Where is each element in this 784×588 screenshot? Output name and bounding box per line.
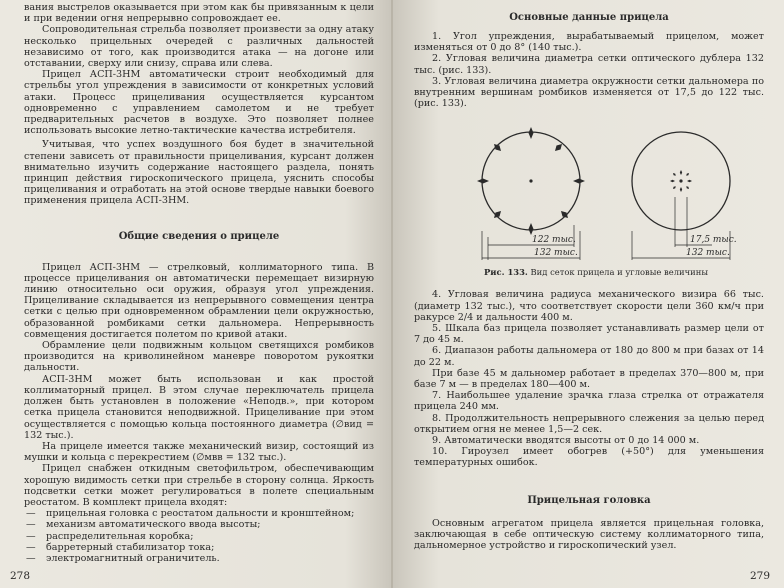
paragraph: Основным агрегатом прицела является прицельная головка, заключающая в себе оптическую систему коллиматорного типа, дальномерное устройство и гироскопический узел. <box>414 517 764 552</box>
book-gutter <box>391 0 393 588</box>
data-item: 3. Угловая величина диаметра окружности сетки дальномера по внутренним вершинам ромбиков изменяется от 17,5 до 122 тыс. (рис. 133). <box>414 75 764 110</box>
caption-number: Рис. 133. <box>484 267 528 278</box>
data-item: 6. Диапазон работы дальномера от 180 до 800 м при базах от 14 до 22 м. <box>414 345 764 368</box>
list-item: — распределительная коробка; <box>24 531 374 542</box>
data-item: 7. Наибольшее удаление зрачка глаза стрелка от отражателя прицела 240 мм. <box>414 390 764 413</box>
data-item: 8. Продолжительность непрерывного слежения за целью перед открытием огня не менее 1,5—2 сек. <box>414 412 764 435</box>
data-item: При базе 45 м дальномер работает в пределах 370—800 м, при базе 7 м — в пределах 180—400 м. <box>414 367 764 391</box>
reticle-figure <box>414 113 764 263</box>
section-title: Основные данные прицела <box>509 12 669 23</box>
paragraph: Прицел снабжен откидным светофильтром, обеспечивающим хорошую видимость сетки при стрельбе в сторону солнца. Яркость подсветки сетки может регулироваться в полете специальным реостатом. В комплект прицела входят: <box>24 463 374 508</box>
caption-text: Вид сеток прицела и угловые величины <box>530 267 708 278</box>
paragraph: АСП-3НМ может быть использован и как простой коллиматорный прицел. В этом случае переключатель прицела должен быть установлен в положение «Неподв.», при котором сетка прицела становится неподвижной. Прицеливание при этом осуществляется с помощью кольца постоянного диаметра (∅вид = 132 тыс.). <box>24 373 374 441</box>
list-item: — прицельная головка с реостатом дальности и кронштейном; <box>24 508 374 519</box>
paragraph: вания выстрелов оказывается при этом как бы привязанным к цели и при ведении огня непрерывно сопровождает ее. <box>24 2 374 25</box>
data-item: 5. Шкала баз прицела позволяет устанавливать размер цели от 7 до 45 м. <box>414 323 764 346</box>
paragraph: Учитывая, что успех воздушного боя будет в значительной степени зависеть от правильности прицеливания, курсант должен внимательно изучить содержание настоящего раздела, понять принцип действия гироскопического прицела, уяснить способы прицеливания и отработать на этой основе твердые навыки боевого применения прицела АСП-3НМ. <box>24 139 374 207</box>
dimension-label-132: 132 тыс. <box>534 248 578 259</box>
page-number: 278 <box>10 570 31 582</box>
rangefinder-reticle-narrow <box>632 132 737 260</box>
subsection-title: Прицельная головка <box>527 494 651 506</box>
data-item: 2. Угловая величина диаметра сетки оптического дублера 132 тыс. (рис. 133). <box>414 53 764 76</box>
right-page <box>392 0 784 588</box>
section-title: Общие сведения о прицеле <box>118 230 280 242</box>
list-item: — механизм автоматического ввода высоты; <box>24 519 374 530</box>
dimension-label-122: 122 тыс. <box>532 235 576 246</box>
paragraph: Обрамление цели подвижным кольцом светящихся ромбиков производится на криволинейном маневре поворотом рукоятки дальности. <box>24 340 374 374</box>
data-item: 9. Автоматически вводятся высоты от 0 до 14 000 м. <box>432 435 700 447</box>
components-list <box>24 508 374 564</box>
paragraph: Сопроводительная стрельба позволяет произвести за одну атаку несколько прицельных очередей с различных дальностей независимо от того, как производится атака — на догоне или отставании, сверху или снизу, справа или слева. <box>24 24 374 70</box>
page-number: 279 <box>749 570 770 582</box>
list-item: — электромагнитный ограничитель. <box>24 553 374 564</box>
paragraph: Прицел АСП-3НМ автоматически строит необходимый для стрельбы угол упреждения в зависимости от конкретных условий атаки. Процесс прицеливания осуществляется курсантом одновременно с управлением самолетом и не требует предварительных расчетов в воздухе. Это позволяет полнее использовать высокие летно-тактические качества истребителя. <box>24 69 374 137</box>
figure-caption <box>414 267 764 277</box>
reticle-diagram <box>414 113 764 263</box>
list-item: — барретерный стабилизатор тока; <box>24 542 374 553</box>
rangefinder-reticle-wide <box>477 127 585 260</box>
dimension-label-132: 132 тыс. <box>686 248 730 259</box>
data-item: 10. Гироузел имеет обогрев (+50°) для уменьшения температурных ошибок. <box>414 446 764 469</box>
data-item: 4. Угловая величина радиуса механического визира 66 тыс. (диаметр 132 тыс.), что соответствует скорости цели 360 км/ч при ракурсе 2/4 и дальности 400 м. <box>414 289 764 323</box>
dimension-label-17-5: 17,5 тыс. <box>690 235 737 246</box>
paragraph: Прицел АСП-3НМ — стрелковый, коллиматорного типа. В процессе прицеливания он автоматически перемещает визирную линию относительно оси оружия, образуя угол упреждения. Прицеливание складывается из непрерывного совмещения центра сетки с целью при одновременном обрамлении цели окружностью, образованной ромбиками сетки дальномера. Непрерывность совмещения достигается полетом по кривой атаки. <box>24 261 374 340</box>
data-item: 1. Угол упреждения, вырабатываемый прицелом, может изменяться от 0 до 8° (140 тыс.). <box>414 31 764 54</box>
paragraph: На прицеле имеется также механический визир, состоящий из мушки и кольца с перекрестием (∅мвв = 132 тыс.). <box>24 440 374 464</box>
